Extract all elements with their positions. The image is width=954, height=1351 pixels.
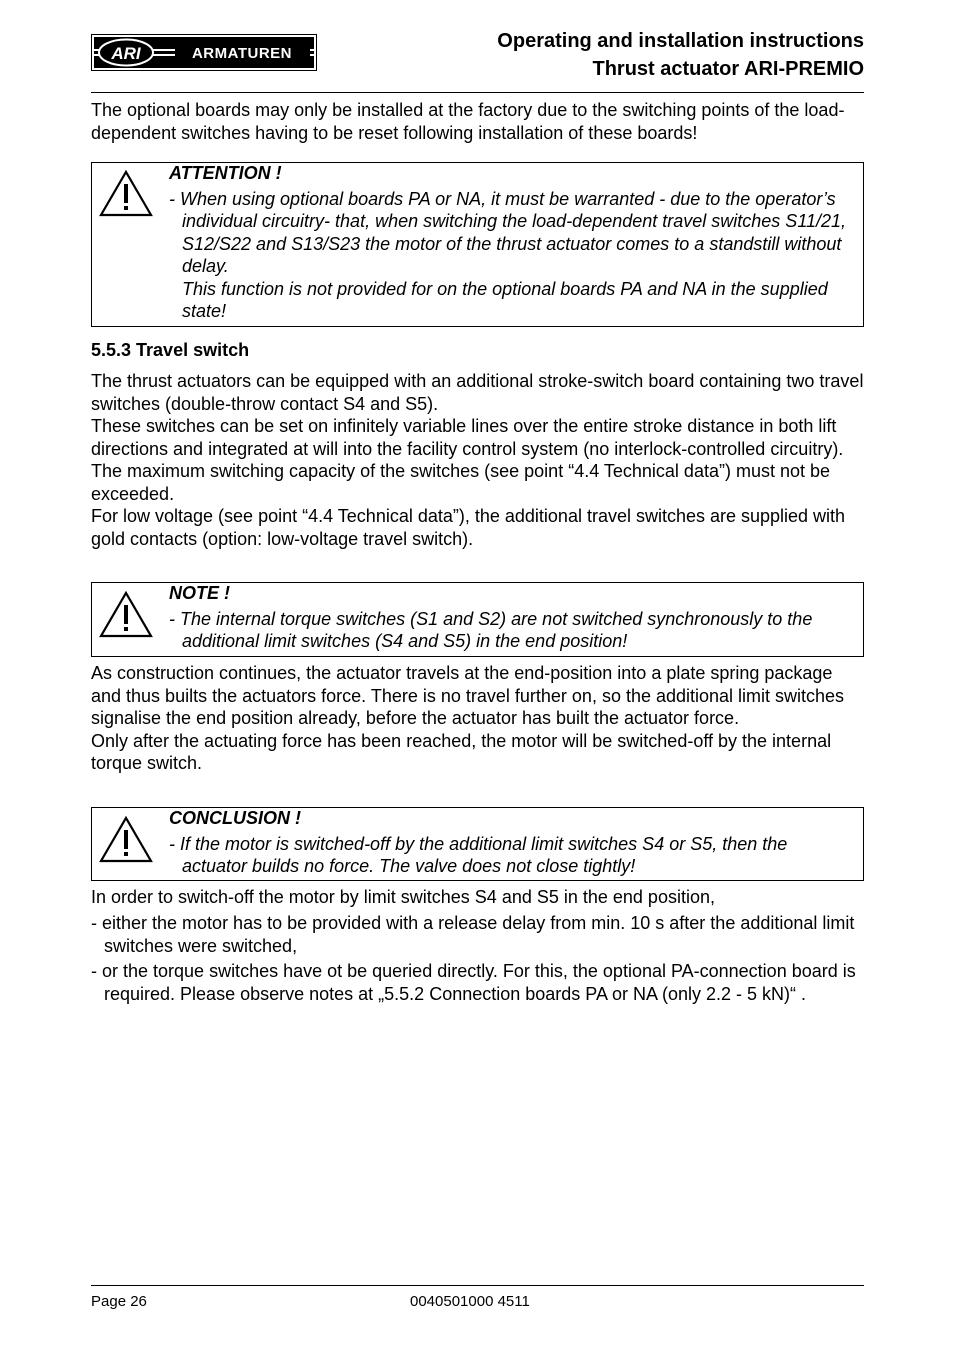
end-paragraph: In order to switch-off the motor by limit switches S4 and S5 in the end position, (91, 887, 715, 907)
section-paragraph-3: The maximum switching capacity of the switches (see point “4.4 Technical data”) must not be exceeded. (91, 461, 831, 504)
page-number: Page 26 (91, 1293, 147, 1310)
attention-text-2: This function is not provided for on the optional boards PA and NA in the supplied state! (182, 278, 828, 321)
section-paragraph-2: These switches can be set on infinitely variable lines over the entire stroke distance in both lift directions and integrated at will into the facility control system (no interlock-controlled circuitry). (91, 416, 844, 459)
warning-icon (98, 169, 154, 217)
section-paragraph-1: The thrust actuators can be equipped with an additional stroke-switch board containing two travel switches (double-throw contact S4 and S5). (91, 371, 864, 414)
list-item: - either the motor has to be provided with a release delay from min. 10 s after the additional limit switches were switched, (91, 913, 855, 956)
section-paragraph-4: For low voltage (see point “4.4 Technical data”), the additional travel switches are supplied with gold contacts (option: low-voltage travel switch). (91, 506, 846, 549)
svg-text:ARMATUREN: ARMATUREN (191, 45, 293, 62)
note-title: NOTE ! (169, 583, 230, 603)
section-heading: 5.5.3 Travel switch (91, 340, 250, 360)
middle-paragraph-1: As construction continues, the actuator travels at the end-position into a plate spring package and thus builts the actuators force. There is no travel further on, so the additional limit switches signalise the end position already, before the actuator has built the actuator force. (91, 663, 845, 728)
warning-icon (98, 590, 154, 638)
warning-icon (98, 815, 154, 863)
conclusion-text: - If the motor is switched-off by the additional limit switches S4 or S5, then the actuator builds no force. The valve does not close tightly! (169, 833, 788, 876)
middle-body (91, 662, 864, 775)
title-line-2: Thrust actuator ARI-PREMIO (592, 58, 864, 80)
ari-armaturen-logo (91, 34, 317, 71)
attention-text-1: - When using optional boards PA or NA, it must be warranted - due to the operator’s individual circuitry- that, when switching the load-dependent travel switches S11/21, S12/S22 and S13/S23 the motor of the thrust actuator comes to a standstill without delay. (169, 188, 847, 276)
attention-title: ATTENTION ! (169, 163, 282, 183)
intro-paragraph: The optional boards may only be installed at the factory due to the switching points of the load-dependent switches having to be reset following installation of these boards! (91, 100, 845, 143)
page-header (91, 24, 864, 93)
conclusion-box (91, 807, 864, 881)
section-body (91, 370, 864, 550)
document-number: 0040501000 4511 (410, 1293, 530, 1310)
document-title (497, 27, 864, 83)
page-footer (91, 1285, 864, 1310)
title-line-1: Operating and installation instructions (497, 30, 864, 52)
middle-paragraph-2: Only after the actuating force has been reached, the motor will be switched-off by the internal torque switch. (91, 730, 832, 773)
note-text: - The internal torque switches (S1 and S2) are not switched synchronously to the additional limit switches (S4 and S5) in the end position! (169, 608, 813, 651)
attention-box (91, 162, 864, 327)
svg-text:ARI: ARI (111, 44, 141, 63)
conclusion-title: CONCLUSION ! (169, 808, 301, 828)
note-box (91, 582, 864, 657)
list-item: - or the torque switches have ot be queried directly. For this, the optional PA-connection board is required. Please observe notes at „5.5.2 Connection boards PA or NA (only 2.2 - 5 kN)“ . (91, 961, 856, 1004)
